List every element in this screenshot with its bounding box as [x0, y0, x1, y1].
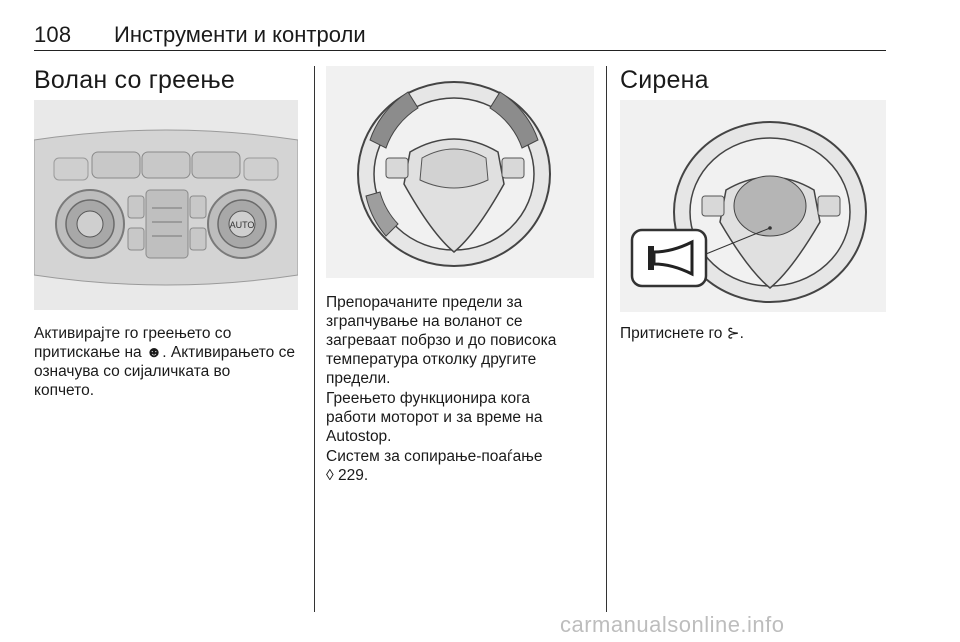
page-number: 108 — [34, 22, 72, 47]
text-line: Греењето функционира кога — [326, 390, 531, 407]
text-line: копчето. — [34, 382, 95, 399]
text-line: предели. — [326, 370, 391, 387]
watermark: carmanualsonline.info — [560, 612, 785, 637]
climate-panel-illustration — [34, 100, 298, 310]
horn-steering-wheel-illustration — [620, 100, 886, 312]
text-line: Активирајте го греењето со — [34, 325, 232, 342]
text-line: Autostop. — [326, 428, 392, 445]
col3-paragraph — [620, 324, 886, 343]
section-heading-horn: Сирена — [620, 66, 709, 94]
text-line: Систем за сопирање-поаѓање — [326, 448, 543, 465]
text-line: Препорачаните предели за — [326, 294, 523, 311]
text-line: загреваат побрзо и до повисока — [326, 332, 557, 349]
col2-paragraph-3 — [326, 447, 596, 485]
text-line: работи моторот и за време на — [326, 409, 543, 426]
running-header — [34, 22, 886, 51]
text-line: температура отколку другите — [326, 351, 537, 368]
running-title: Инструменти и контроли — [114, 22, 366, 47]
text-line: притискање на ☻. Активирањето се — [34, 344, 295, 361]
text-line: зграпчување на воланот се — [326, 313, 523, 330]
cross-reference-link[interactable]: ◊ 229. — [326, 467, 369, 484]
text-line: означува со сијаличката во — [34, 363, 231, 380]
col2-paragraph-1 — [326, 293, 596, 388]
col1-paragraph — [34, 324, 304, 400]
climate-panel-figure — [34, 100, 298, 310]
auto-button-label: AUTO — [229, 220, 255, 230]
column-divider-right — [606, 66, 607, 612]
horn-callout — [632, 230, 706, 286]
col2-paragraph-2 — [326, 389, 596, 446]
text-line: Притиснете го ⊱. — [620, 325, 744, 342]
section-heading-heated-wheel: Волан со греење — [34, 66, 235, 94]
column-divider-left — [314, 66, 315, 612]
horn-figure — [620, 100, 886, 312]
steering-wheel-heated-figure — [326, 66, 594, 278]
heated-steering-wheel-illustration — [326, 66, 594, 278]
